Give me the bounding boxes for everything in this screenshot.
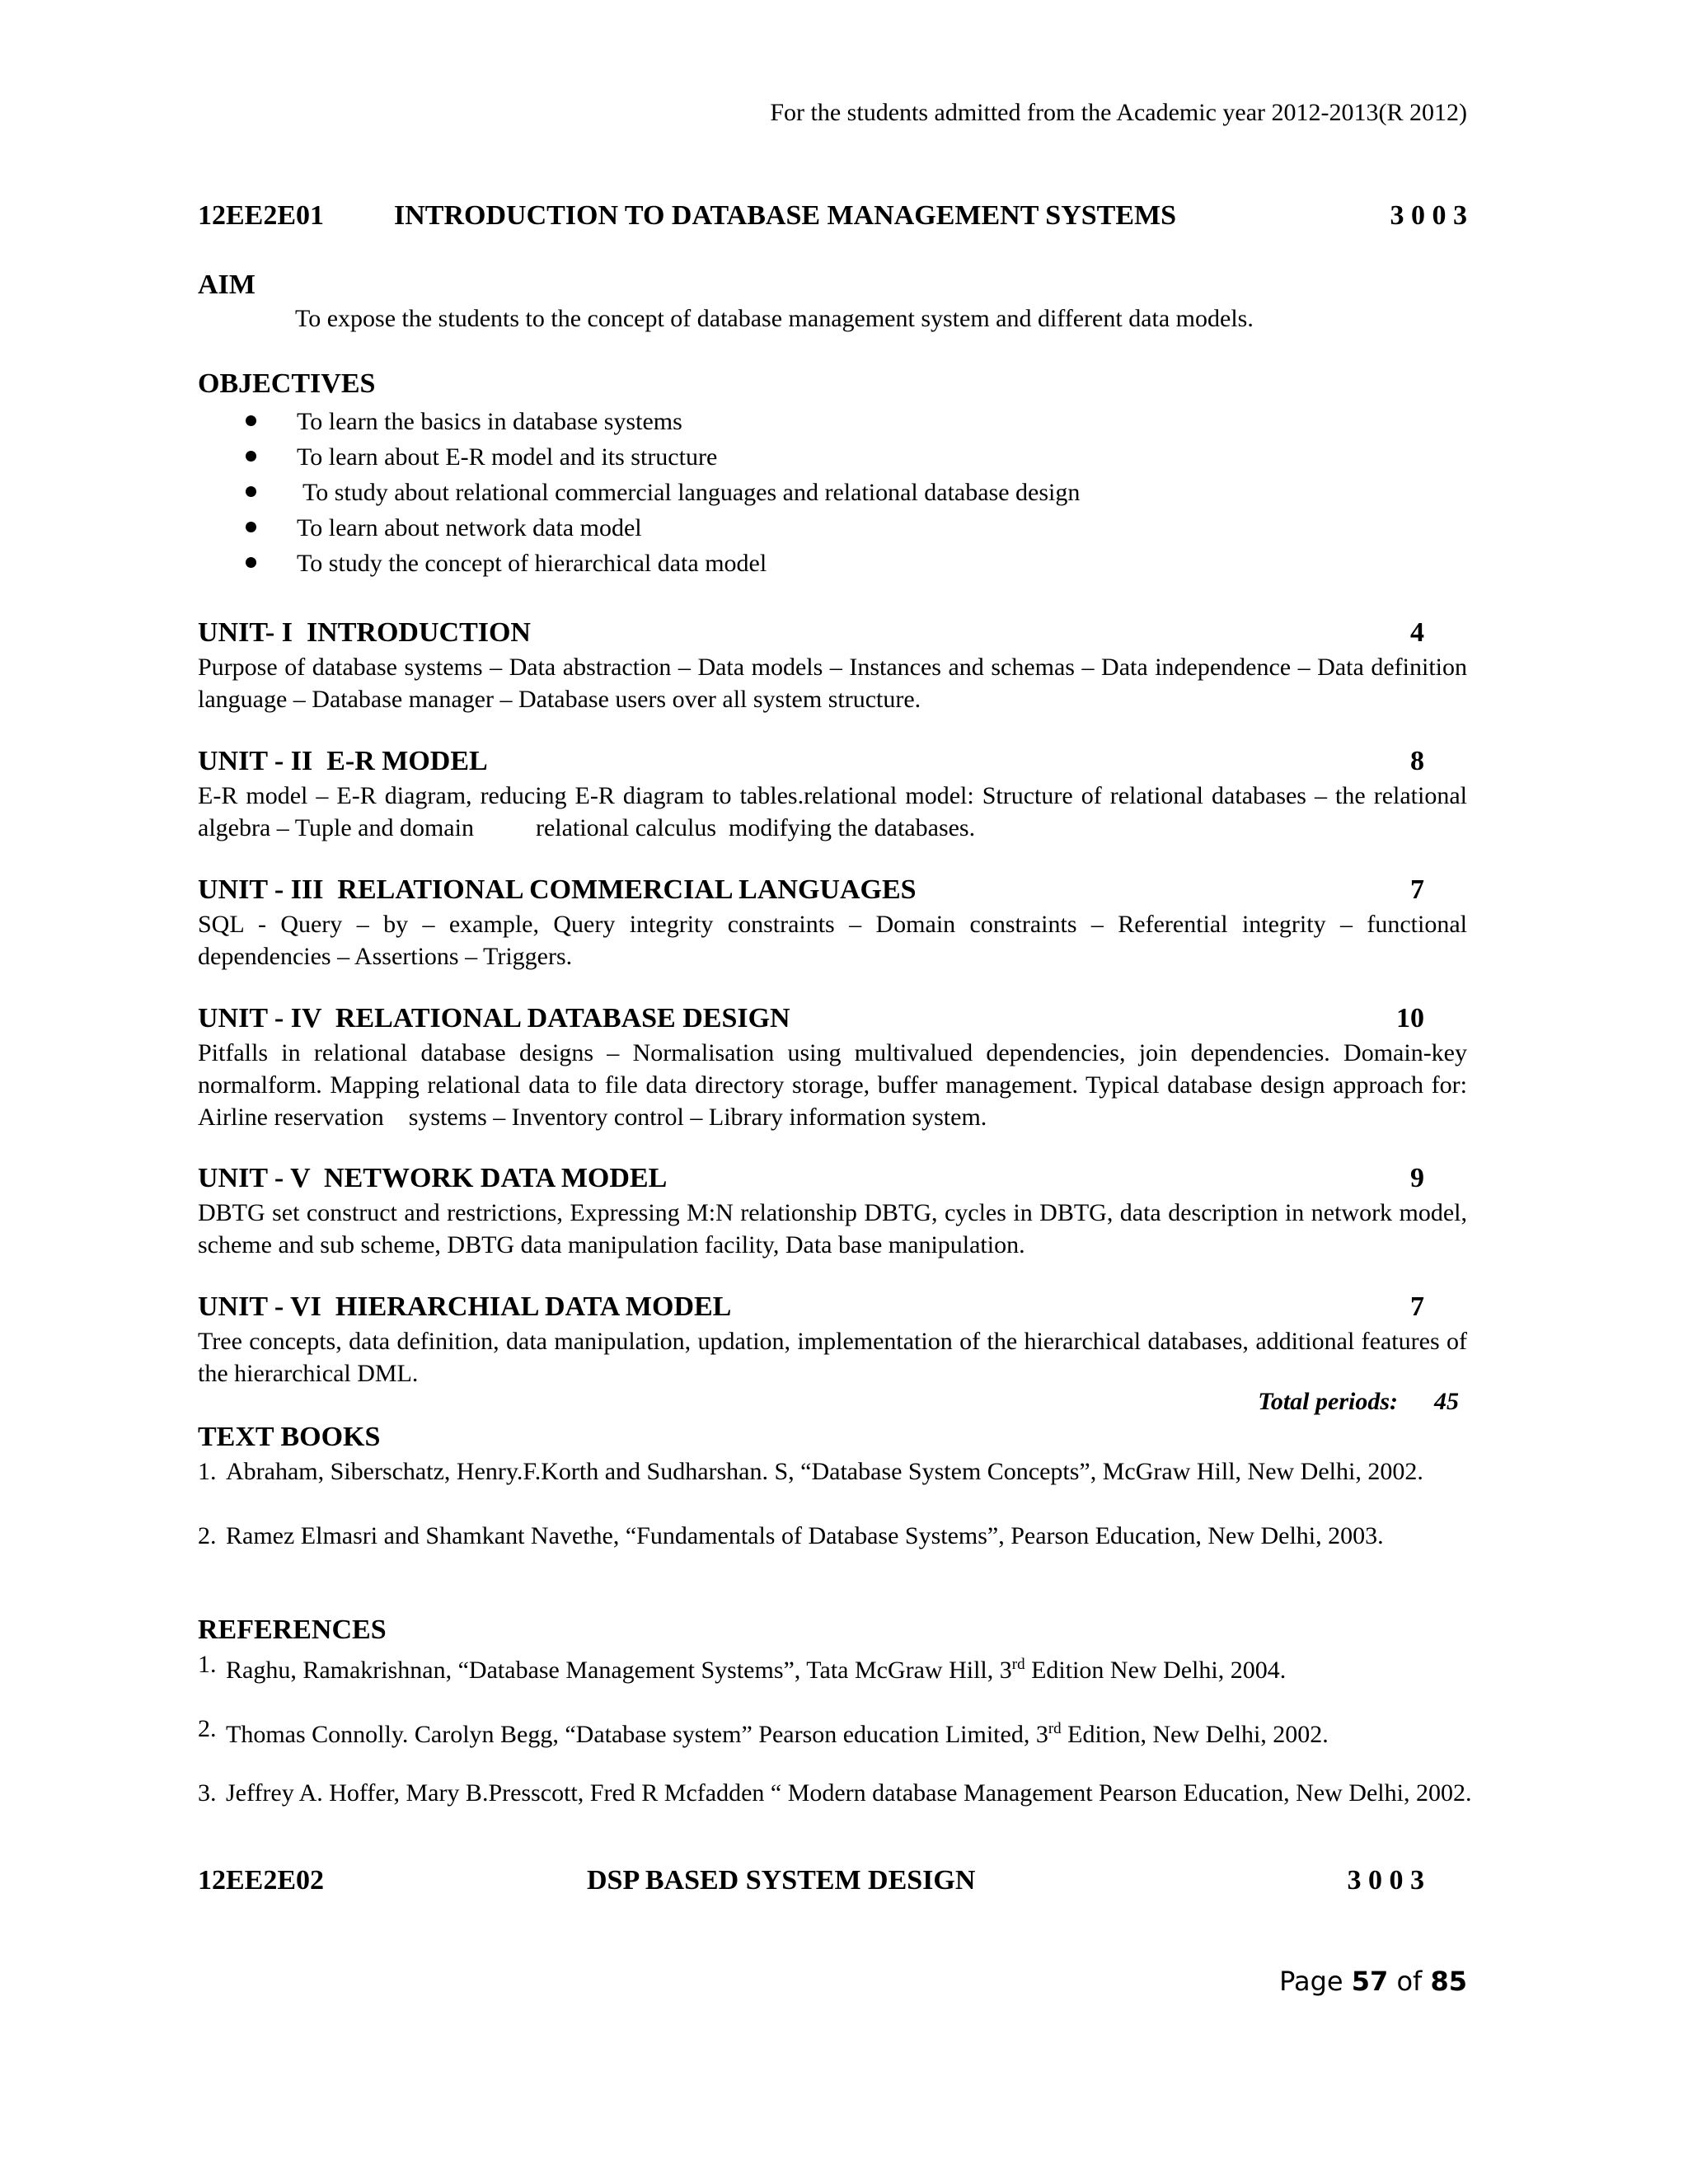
- reference-item: 3. Jeffrey A. Hoffer, Mary B.Presscott, Fred R Mcfadden “ Modern database Management Pearson Education, New Delhi, 2002.: [198, 1779, 1472, 1807]
- unit-periods: 10: [1396, 1003, 1424, 1033]
- total-periods-label: Total periods:: [1258, 1388, 1398, 1415]
- total-periods-value: 45: [1434, 1388, 1459, 1415]
- objective-item: To study the concept of hierarchical data model: [198, 546, 1080, 581]
- unit-title: UNIT - VI HIERARCHIAL DATA MODEL: [198, 1291, 732, 1322]
- text-book-item: 2. Ramez Elmasri and Shamkant Navethe, “Fundamentals of Database Systems”, Pearson Education, New Delhi, 2003.: [198, 1522, 1384, 1549]
- bullet-icon: [246, 451, 256, 462]
- unit-periods: 7: [1410, 1291, 1424, 1322]
- course-title: INTRODUCTION TO DATABASE MANAGEMENT SYSTEMS: [394, 200, 1177, 231]
- course-code: 12EE2E01: [198, 200, 325, 231]
- unit-title: UNIT - IV RELATIONAL DATABASE DESIGN: [198, 1003, 790, 1033]
- bullet-icon: [246, 486, 256, 497]
- objective-item: To study about relational commercial languages and relational database design: [198, 475, 1080, 510]
- text-book-item: 1. Abraham, Siberschatz, Henry.F.Korth and Sudharshan. S, “Database System Concepts”, McGraw Hill, New Delhi, 2002.: [198, 1458, 1423, 1485]
- aim-text: To expose the students to the concept of database management system and different data models.: [295, 305, 1254, 332]
- course-title: DSP BASED SYSTEM DESIGN: [587, 1865, 976, 1896]
- reference-item: 1. Raghu, Ramakrishnan, “Database Management Systems”, Tata McGraw Hill, 3rd Edition New Delhi, 2004.: [198, 1651, 1287, 1684]
- unit-description: E-R model – E-R diagram, reducing E-R diagram to tables.relational model: Structure of relational databases – the relational algebra – Tuple and domain relational calculus modifying the databases.: [198, 782, 1474, 841]
- unit-description: Pitfalls in relational database designs – Normalisation using multivalued dependencies, join dependencies. Domain-key normalform. Mapping relational data to file data directory storage, buffer management. Typical database design approach for: Airline reservation systems – Inventory control – Library information system.: [198, 1039, 1479, 1131]
- objectives-heading: OBJECTIVES: [198, 368, 376, 399]
- objectives-list: [198, 404, 1080, 581]
- bullet-icon: [246, 415, 256, 426]
- unit-title: UNIT- I INTRODUCTION: [198, 617, 531, 648]
- bullet-icon: [246, 522, 256, 532]
- unit-description: Purpose of database systems – Data abstraction – Data models – Instances and schemas – Data independence – Data definition language – Database manager – Database users over all system structure.: [198, 654, 1467, 713]
- unit-description: Tree concepts, data definition, data manipulation, updation, implementation of the hierarchical databases, additional features of the hierarchical DML.: [198, 1328, 1467, 1387]
- page-number: Page 57 of 85: [1279, 1966, 1467, 1997]
- header-note: For the students admitted from the Academic year 2012-2013(R 2012): [770, 99, 1467, 126]
- course-credits: 3 0 0 3: [1347, 1865, 1424, 1896]
- bullet-icon: [246, 557, 256, 568]
- reference-item: 2. Thomas Connolly. Carolyn Begg, “Database system” Pearson education Limited, 3rd Edition, New Delhi, 2002.: [198, 1715, 1329, 1748]
- course-credits: 3 0 0 3: [1390, 200, 1467, 231]
- text-books-heading: TEXT BOOKS: [198, 1422, 381, 1452]
- unit-periods: 4: [1410, 617, 1424, 648]
- unit-description: SQL - Query – by – example, Query integrity constraints – Domain constraints – Referential integrity – functional dependencies – Assertions – Triggers.: [198, 911, 1467, 970]
- unit-title: UNIT - III RELATIONAL COMMERCIAL LANGUAGES: [198, 874, 917, 905]
- unit-periods: 9: [1410, 1163, 1424, 1193]
- objective-item: To learn about network data model: [198, 510, 1080, 546]
- aim-heading: AIM: [198, 269, 256, 300]
- objective-item: To learn the basics in database systems: [198, 404, 1080, 439]
- unit-description: DBTG set construct and restrictions, Expressing M:N relationship DBTG, cycles in DBTG, data description in network model, scheme and sub scheme, DBTG data manipulation facility, Data base manipulation.: [198, 1199, 1467, 1258]
- unit-title: UNIT - II E-R MODEL: [198, 746, 488, 776]
- unit-periods: 7: [1410, 874, 1424, 905]
- references-heading: REFERENCES: [198, 1615, 387, 1645]
- objective-item: To learn about E-R model and its structure: [198, 439, 1080, 475]
- unit-title: UNIT - V NETWORK DATA MODEL: [198, 1163, 668, 1193]
- course-code: 12EE2E02: [198, 1865, 325, 1896]
- unit-periods: 8: [1410, 746, 1424, 776]
